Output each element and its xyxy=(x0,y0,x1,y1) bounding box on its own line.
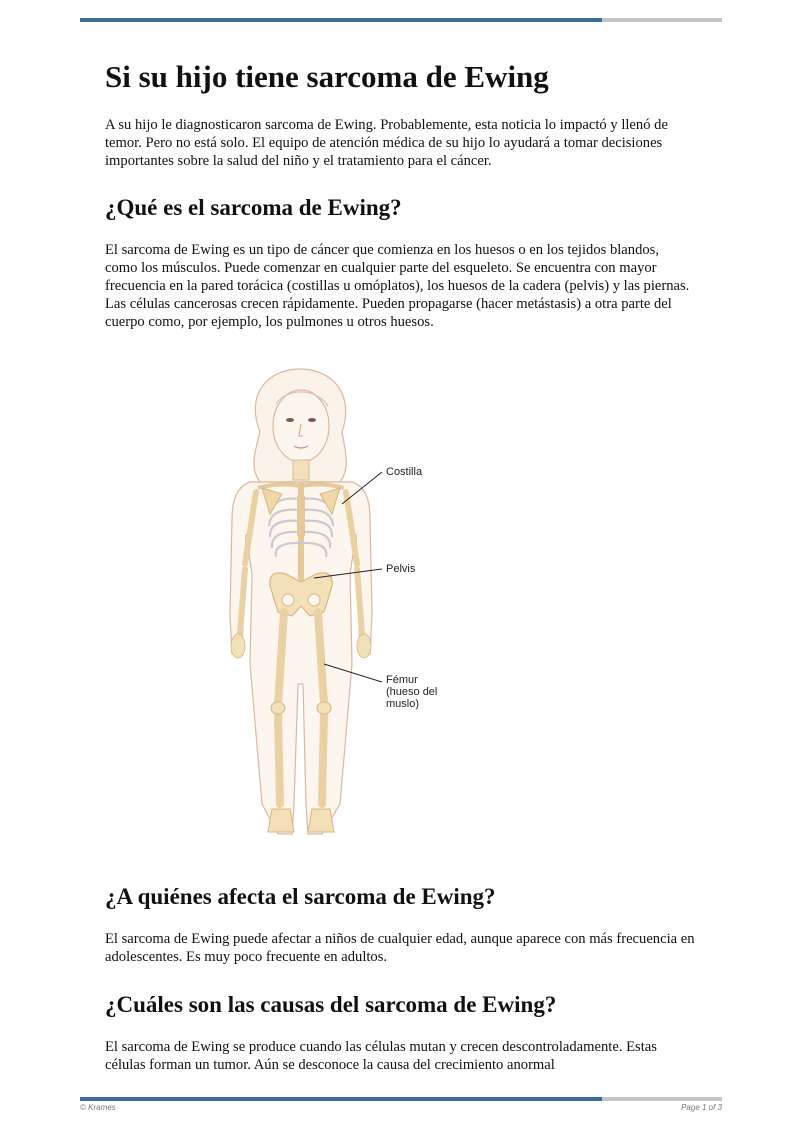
label-rib: Costilla xyxy=(386,465,423,478)
section-body-causes: El sarcoma de Ewing se produce cuando las células mutan y crecen descontroladamente. Estas células forman un tumor. Aún se desconoce la causa del crecimiento anormal xyxy=(105,1039,657,1074)
document-body xyxy=(105,50,695,1074)
intro-paragraph: A su hijo le diagnosticaron sarcoma de Ewing. Probablemente, esta noticia lo impactó y llenó de temor. Pero no está solo. El equipo de atención médica de su hijo lo ayudará a tomar decisiones importantes sobre la salud del niño y el tratamiento para el cáncer. xyxy=(105,117,668,170)
top-rule-accent xyxy=(80,18,602,22)
top-rule-secondary xyxy=(602,18,722,22)
bottom-rule-secondary xyxy=(602,1097,722,1101)
top-rule xyxy=(80,18,722,22)
page-title: Si su hijo tiene sarcoma de Ewing xyxy=(105,59,549,94)
skeleton-illustration xyxy=(190,364,490,854)
label-femur-line3: muslo) xyxy=(386,697,420,710)
section-body-what-is: El sarcoma de Ewing es un tipo de cáncer que comienza en los huesos o en los tejidos blandos, como los músculos. Puede comenzar en cualquier parte del esqueleto. Se encuentra con mayor frecuencia en la pared torácica (costillas u omóplatos), los huesos de la cadera (pelvis) y las piernas. Las células cancerosas crecen rápidamente. Pueden propagarse (hacer metástasis) a otra parte del cuerpo como, por ejemplo, los pulmones u otros huesos. xyxy=(105,241,690,331)
label-femur-line2: (hueso del xyxy=(386,685,438,698)
section-body-who: El sarcoma de Ewing puede afectar a niños de cualquier edad, aunque aparece con más frecuencia en adolescentes. Es muy poco frecuente en adultos. xyxy=(105,930,695,965)
label-femur xyxy=(386,674,437,710)
label-pelvis: Pelvis xyxy=(386,562,416,575)
section-heading-who: ¿A quiénes afecta el sarcoma de Ewing? xyxy=(105,883,496,909)
footer-copyright: © Krames xyxy=(80,1103,116,1112)
section-heading-what-is: ¿Qué es el sarcoma de Ewing? xyxy=(105,194,402,220)
label-femur-line1: Fémur xyxy=(386,673,418,686)
section-heading-causes: ¿Cuáles son las causas del sarcoma de Ewing? xyxy=(105,992,557,1018)
bottom-rule-accent xyxy=(80,1097,602,1101)
bottom-rule xyxy=(80,1097,722,1101)
footer-page-number: Page 1 of 3 xyxy=(681,1103,722,1112)
child-skeleton-drawing xyxy=(190,364,490,854)
